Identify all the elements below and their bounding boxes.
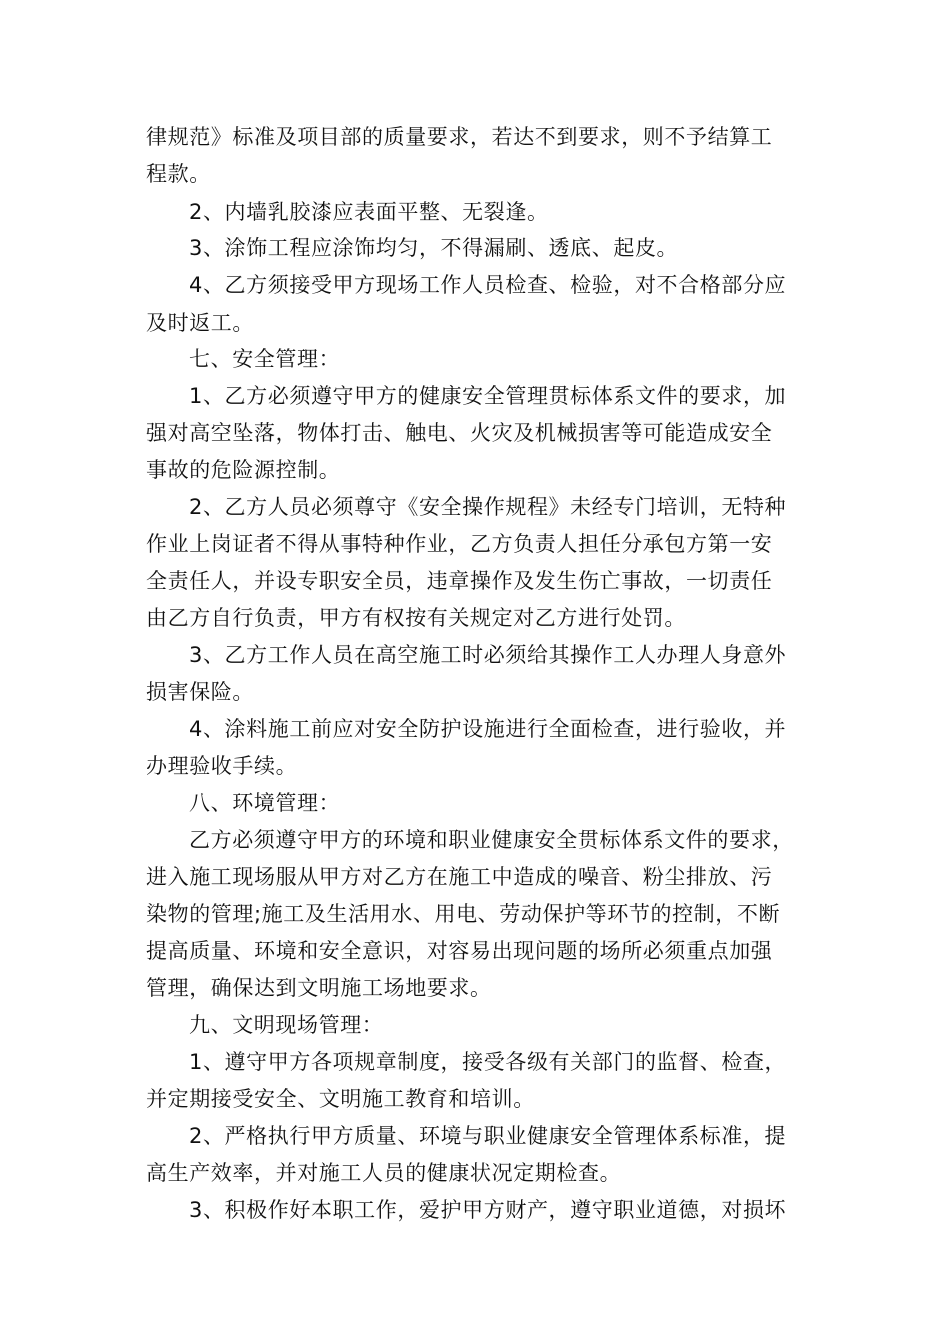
text-line: 3、涂饰工程应涂饰均匀，不得漏刷、透底、起皮。 — [189, 236, 679, 260]
section-heading: 九、文明现场管理： — [189, 1013, 384, 1037]
text-line: 4、涂料施工前应对安全防护设施进行全面检查，进行验收，并 — [189, 717, 787, 741]
text-line: 强对高空坠落，物体打击、触电、火灾及机械损害等可能造成安全 — [146, 421, 773, 445]
text-line: 管理，确保达到文明施工场地要求。 — [146, 976, 492, 1000]
section-heading: 七、安全管理： — [189, 347, 341, 371]
text-line: 2、内墙乳胶漆应表面平整、无裂逢。 — [189, 200, 549, 224]
text-line: 办理验收手续。 — [146, 754, 298, 778]
text-line: 作业上岗证者不得从事特种作业，乙方负责人担任分承包方第一安 — [146, 532, 773, 556]
text-line: 律规范》标准及项目部的质量要求，若达不到要求，则不予结算工 — [146, 125, 773, 149]
text-line: 1、遵守甲方各项规章制度，接受各级有关部门的监督、检查， — [189, 1050, 787, 1074]
text-line: 4、乙方须接受甲方现场工作人员检查、检验，对不合格部分应 — [189, 273, 787, 297]
text-line: 全责任人，并设专职安全员，违章操作及发生伤亡事故，一切责任 — [146, 569, 773, 593]
text-line: 2、严格执行甲方质量、环境与职业健康安全管理体系标准，提 — [189, 1124, 787, 1148]
text-line: 由乙方自行负责，甲方有权按有关规定对乙方进行处罚。 — [146, 606, 686, 630]
section-heading: 八、环境管理： — [189, 791, 341, 815]
text-line: 提高质量、环境和安全意识，对容易出现问题的场所必须重点加强 — [146, 939, 773, 963]
text-line: 染物的管理;施工及生活用水、用电、劳动保护等环节的控制，不断 — [146, 902, 781, 926]
text-line: 并定期接受安全、文明施工教育和培训。 — [146, 1087, 535, 1111]
text-line: 及时返工。 — [146, 311, 254, 335]
text-line: 进入施工现场服从甲方对乙方在施工中造成的噪音、粉尘排放、污 — [146, 865, 773, 889]
text-line: 2、乙方人员必须尊守《安全操作规程》未经专门培训，无特种 — [189, 495, 787, 519]
text-line: 3、积极作好本职工作，爱护甲方财产，遵守职业道德，对损坏 — [189, 1198, 787, 1222]
text-line: 乙方必须遵守甲方的环境和职业健康安全贯标体系文件的要求， — [189, 828, 794, 852]
text-line: 1、乙方必须遵守甲方的健康安全管理贯标体系文件的要求，加 — [189, 384, 787, 408]
text-line: 高生产效率，并对施工人员的健康状况定期检查。 — [146, 1161, 622, 1185]
text-line: 损害保险。 — [146, 680, 254, 704]
text-line: 程款。 — [146, 162, 211, 186]
text-line: 3、乙方工作人员在高空施工时必须给其操作工人办理人身意外 — [189, 643, 787, 667]
text-line: 事故的危险源控制。 — [146, 458, 341, 482]
